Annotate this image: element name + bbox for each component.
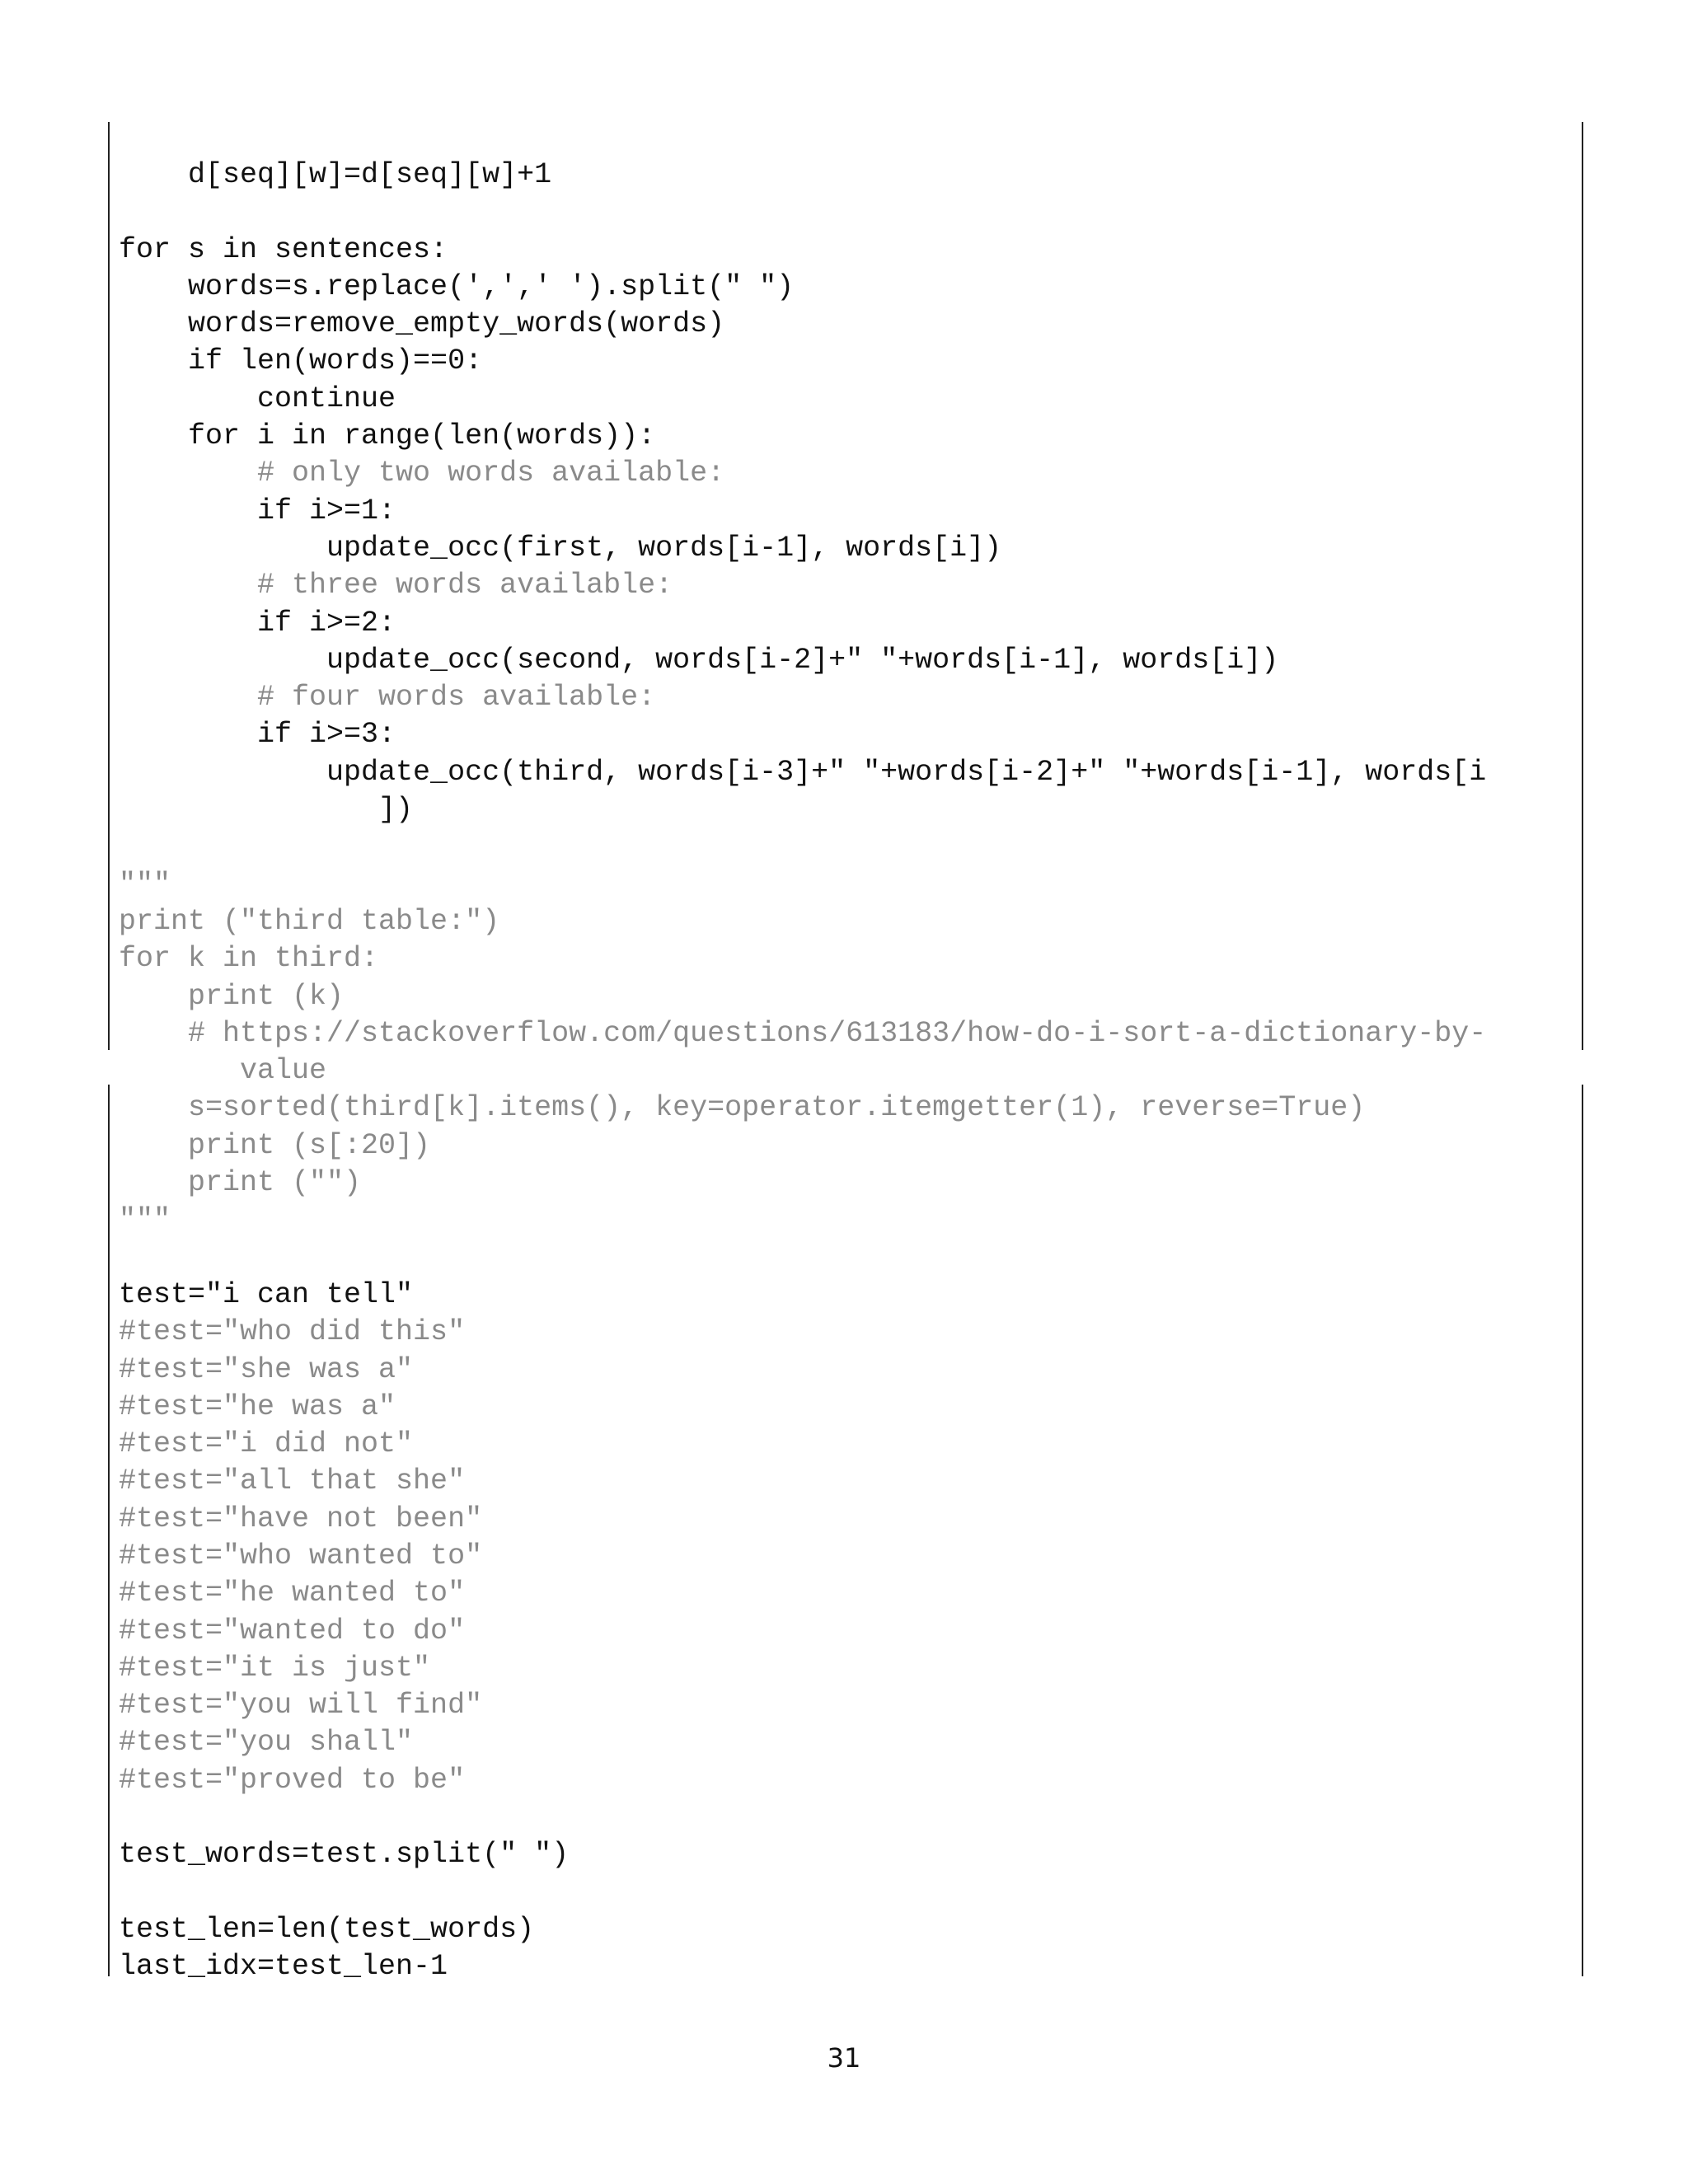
code-line: test_len=len(test_words) bbox=[119, 1912, 535, 1946]
code-line: if i>=2: bbox=[119, 606, 396, 640]
listing-frame-right-rule-lower bbox=[1582, 1085, 1583, 1976]
code-comment-line: #test="she was a" bbox=[119, 1352, 414, 1386]
code-line bbox=[119, 828, 1569, 865]
code-line: test_words=test.split(" ") bbox=[119, 1838, 570, 1872]
code-comment-line: #test="who did this" bbox=[119, 1315, 466, 1349]
code-comment-line: """ bbox=[119, 1203, 171, 1237]
code-comment-line: #test="who wanted to" bbox=[119, 1539, 483, 1572]
code-line bbox=[119, 194, 1569, 231]
code-comment-line: print ("") bbox=[119, 1166, 362, 1200]
code-comment-line: #test="proved to be" bbox=[119, 1763, 466, 1797]
code-line: test="i can tell" bbox=[119, 1277, 414, 1311]
code-listing bbox=[119, 157, 1569, 1986]
code-comment-line: #test="all that she" bbox=[119, 1465, 466, 1498]
code-line: update_occ(first, words[i-1], words[i]) bbox=[119, 531, 1002, 565]
code-comment-line: print (s[:20]) bbox=[119, 1128, 431, 1162]
code-line: last_idx=test_len-1 bbox=[119, 1950, 448, 1984]
code-line: d[seq][w]=d[seq][w]+1 bbox=[119, 158, 552, 191]
code-line bbox=[119, 1799, 1569, 1836]
code-line: if i>=1: bbox=[119, 494, 396, 527]
code-comment-line: print ("third table:") bbox=[119, 904, 500, 938]
code-line bbox=[119, 1240, 1569, 1277]
listing-frame-right-rule bbox=[1582, 122, 1583, 1050]
code-comment-line: """ bbox=[119, 867, 171, 901]
code-line: update_occ(second, words[i-2]+" "+words[i-1], words[i]) bbox=[119, 643, 1279, 677]
code-comment-line: # only two words available: bbox=[119, 457, 725, 490]
code-line: if i>=3: bbox=[119, 718, 396, 752]
code-line: update_occ(third, words[i-3]+" "+words[i-2]+" "+words[i-1], words[i bbox=[119, 755, 1487, 789]
listing-frame-left-rule bbox=[108, 122, 110, 1050]
code-comment-line: #test="i did not" bbox=[119, 1427, 414, 1461]
code-line: words=remove_empty_words(words) bbox=[119, 307, 725, 341]
code-comment-line: # three words available: bbox=[119, 569, 673, 602]
code-line bbox=[119, 1874, 1569, 1911]
code-line: words=s.replace(',',' ').split(" ") bbox=[119, 269, 795, 303]
code-line: if len(words)==0: bbox=[119, 344, 483, 378]
code-comment-line: value bbox=[119, 1054, 327, 1088]
code-line: continue bbox=[119, 382, 396, 415]
page-number: 31 bbox=[827, 2042, 861, 2074]
code-comment-line: #test="wanted to do" bbox=[119, 1614, 466, 1647]
code-comment-line: #test="he wanted to" bbox=[119, 1577, 466, 1610]
listing-frame-left-rule-lower bbox=[108, 1085, 110, 1976]
code-line: ]) bbox=[119, 793, 414, 827]
code-comment-line: #test="you will find" bbox=[119, 1689, 483, 1722]
code-line: for i in range(len(words)): bbox=[119, 419, 656, 453]
code-line: for s in sentences: bbox=[119, 232, 448, 266]
code-comment-line: #test="you shall" bbox=[119, 1726, 414, 1760]
code-comment-line: print (k) bbox=[119, 979, 345, 1013]
code-comment-line: s=sorted(third[k].items(), key=operator.itemgetter(1), reverse=True) bbox=[119, 1091, 1366, 1125]
code-comment-line: for k in third: bbox=[119, 942, 379, 976]
code-comment-line: #test="have not been" bbox=[119, 1502, 483, 1535]
code-comment-line: # https://stackoverflow.com/questions/613183/how-do-i-sort-a-dictionary-by- bbox=[119, 1016, 1487, 1050]
code-comment-line: # four words available: bbox=[119, 681, 656, 715]
code-comment-line: #test="it is just" bbox=[119, 1651, 431, 1685]
code-comment-line: #test="he was a" bbox=[119, 1390, 396, 1423]
